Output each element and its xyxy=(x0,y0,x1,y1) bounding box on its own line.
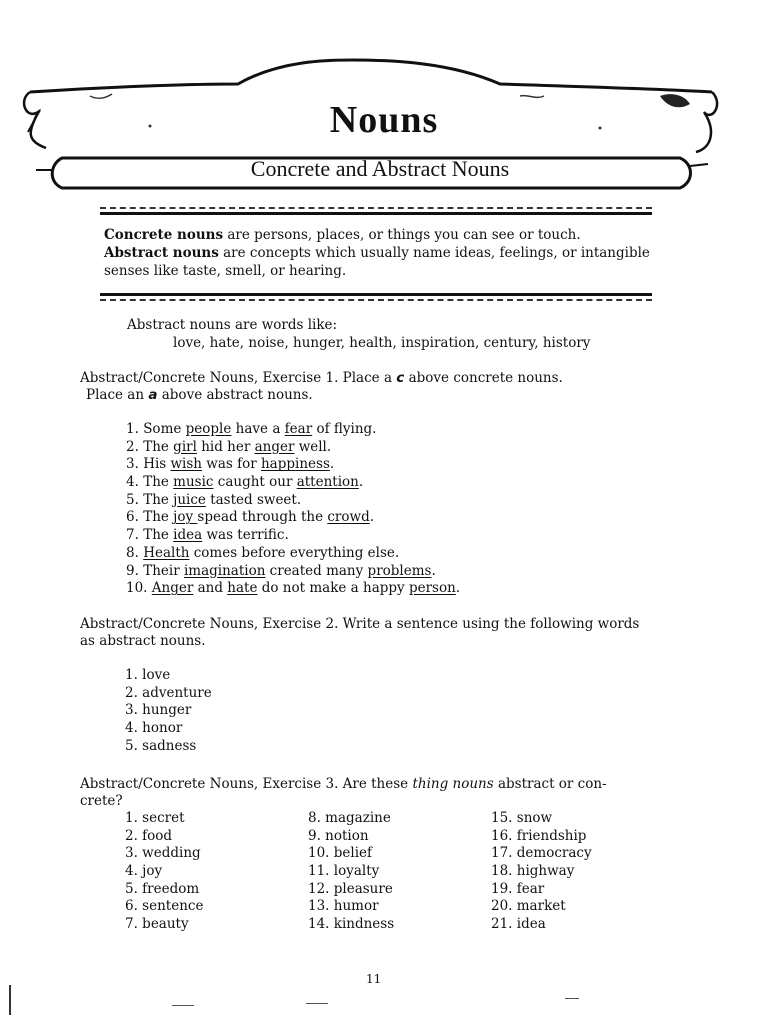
list-item: 4. joy xyxy=(125,863,163,880)
underlined-noun: attention xyxy=(296,474,359,491)
ex1-text-c: Place an xyxy=(86,387,149,403)
page-subtitle xyxy=(0,156,760,182)
sentence-text: . xyxy=(329,456,335,473)
list-item: 11. loyalty xyxy=(308,863,380,880)
list-item: 2. adventure xyxy=(125,684,212,701)
list-item: 16. friendship xyxy=(491,827,587,844)
underlined-noun: happiness xyxy=(260,456,330,473)
scan-mark xyxy=(9,985,11,1015)
list-item: 10. belief xyxy=(308,845,373,862)
item-number: 5. xyxy=(126,491,139,508)
scan-mark xyxy=(172,1005,194,1006)
sentence-text: . xyxy=(431,562,436,579)
list-item: 13. humor xyxy=(308,898,379,915)
sentence-text: The xyxy=(143,491,174,508)
scan-mark xyxy=(565,998,579,999)
divider-solid-bottom xyxy=(100,293,652,296)
list-item: 8. magazine xyxy=(308,810,391,826)
list-item: 15. snow xyxy=(491,810,553,826)
list-item xyxy=(126,439,460,457)
item-number: 7. xyxy=(126,527,139,544)
list-item: 14. kindness xyxy=(308,916,395,933)
page-title xyxy=(0,98,768,142)
ex3-thing-nouns: thing nouns xyxy=(412,776,494,792)
divider-solid-top xyxy=(100,212,652,215)
list-item: 21. idea xyxy=(491,916,546,933)
sentence-text: Some xyxy=(143,421,186,437)
scan-mark xyxy=(306,1003,328,1004)
ex1-text-d: above abstract nouns. xyxy=(157,387,313,403)
sentence-text: and xyxy=(193,580,228,597)
sentence-text: do not make a happy xyxy=(257,580,409,597)
sentence-text: was terrific. xyxy=(202,527,289,544)
sentence-text: His xyxy=(143,456,171,473)
exercise2-list xyxy=(125,667,212,755)
underlined-noun: idea xyxy=(173,527,203,544)
ex3-text-a: Abstract/Concrete Nouns, Exercise 3. Are these xyxy=(80,776,413,792)
list-item xyxy=(126,563,460,581)
item-number: 4. xyxy=(126,474,139,491)
sentence-text: . xyxy=(369,509,375,526)
list-item: 4. honor xyxy=(125,720,183,737)
list-item: 6. sentence xyxy=(125,898,204,915)
sentence-text: well. xyxy=(294,438,332,455)
exercise1-instructions-line2 xyxy=(86,386,313,404)
item-number: 2. xyxy=(126,438,139,455)
sentence-text: hid her xyxy=(196,438,255,455)
item-number: 3. xyxy=(126,456,139,473)
page-subtitle-text: Concrete and Abstract Nouns xyxy=(250,156,510,181)
underlined-noun: wish xyxy=(170,456,202,473)
list-item: 19. fear xyxy=(491,880,545,897)
ex1-text-a: Abstract/Concrete Nouns, Exercise 1. Place a xyxy=(80,370,397,386)
ex3-text-b: abstract or con- xyxy=(493,776,607,792)
list-item xyxy=(126,474,460,492)
concrete-text: are persons, places, or things you can see or touch. xyxy=(223,227,581,243)
sentence-text: caught our xyxy=(213,474,297,491)
item-number: 1. xyxy=(126,421,139,437)
underlined-noun: Anger xyxy=(151,580,194,597)
item-number: 9. xyxy=(126,562,139,579)
sentence-text: have a xyxy=(231,421,285,437)
item-number: 10. xyxy=(126,580,148,597)
underlined-noun: hate xyxy=(227,580,258,597)
underlined-noun: joy xyxy=(173,509,198,526)
underlined-noun: problems xyxy=(367,562,432,579)
sentence-text: spead through the xyxy=(197,509,328,526)
underlined-noun: fear xyxy=(284,421,313,437)
sentence-text: The xyxy=(143,509,174,526)
list-item: 3. wedding xyxy=(125,845,201,862)
list-item: 20. market xyxy=(491,898,566,915)
list-item: 2. food xyxy=(125,827,173,844)
list-item xyxy=(126,580,460,598)
ex1-text-b: above concrete nouns. xyxy=(404,370,563,386)
sentence-text: Their xyxy=(143,562,184,579)
item-number: 8. xyxy=(126,544,139,561)
list-item: 5. sadness xyxy=(125,737,197,754)
list-item: 5. freedom xyxy=(125,880,200,897)
list-item xyxy=(126,456,460,474)
list-item xyxy=(126,509,460,527)
list-item xyxy=(126,527,460,545)
sentence-text: created many xyxy=(265,562,368,579)
exercise3-column-3 xyxy=(491,810,592,934)
abstract-definition xyxy=(104,244,664,280)
concrete-definition xyxy=(104,226,664,244)
underlined-noun: Health xyxy=(143,544,190,561)
concrete-term: Concrete nouns xyxy=(104,227,224,243)
list-item xyxy=(126,545,460,563)
list-item: 9. notion xyxy=(308,827,369,844)
list-item: 1. secret xyxy=(125,810,185,826)
underlined-noun: crowd xyxy=(327,509,370,526)
sentence-text: tasted sweet. xyxy=(205,491,302,508)
list-item: 18. highway xyxy=(491,863,575,880)
ex1-letter-c: c xyxy=(396,370,405,386)
underlined-noun: people xyxy=(185,421,232,437)
exercise1-instructions-line1 xyxy=(80,369,563,387)
exercise1-list xyxy=(126,421,460,598)
list-item xyxy=(126,492,460,510)
sentence-text: comes before everything else. xyxy=(189,544,400,561)
exercise3-column-1 xyxy=(125,810,203,934)
exercise3-instructions-line2: crete? xyxy=(80,793,123,809)
abstract-term: Abstract nouns xyxy=(104,245,219,261)
list-item: 17. democracy xyxy=(491,845,592,862)
page-number: 11 xyxy=(366,972,382,986)
abstract-text: are concepts which usually name ideas, feelings, or intangible senses like taste, smell, or hearing. xyxy=(104,245,650,279)
list-item: 1. love xyxy=(125,667,171,683)
divider-dashed-bottom xyxy=(100,299,652,301)
sentence-text: of flying. xyxy=(312,421,377,437)
sentence-text: The xyxy=(143,438,174,455)
exercise2-instructions-line2: as abstract nouns. xyxy=(80,633,206,649)
examples-intro: Abstract nouns are words like: xyxy=(127,317,338,333)
sentence-text: . xyxy=(455,580,461,597)
list-item: 7. beauty xyxy=(125,916,189,933)
item-number: 6. xyxy=(126,509,139,526)
underlined-noun: juice xyxy=(173,491,206,508)
list-item xyxy=(126,421,460,439)
underlined-noun: girl xyxy=(173,438,197,455)
definitions xyxy=(104,226,664,280)
exercise3-column-2 xyxy=(308,810,394,934)
exercise2-instructions-line1: Abstract/Concrete Nouns, Exercise 2. Write a sentence using the following words xyxy=(80,616,640,632)
examples-words: love, hate, noise, hunger, health, inspiration, century, history xyxy=(173,335,591,351)
sentence-text: was for xyxy=(202,456,261,473)
list-item: 12. pleasure xyxy=(308,880,393,897)
page-title-text: Nouns xyxy=(329,99,439,141)
underlined-noun: person xyxy=(408,580,456,597)
underlined-noun: music xyxy=(173,474,214,491)
ex1-letter-a: a xyxy=(148,387,158,403)
underlined-noun: anger xyxy=(254,438,295,455)
list-item: 3. hunger xyxy=(125,702,192,719)
sentence-text: The xyxy=(143,474,174,491)
divider-dashed-top xyxy=(100,207,652,209)
sentence-text: The xyxy=(143,527,174,544)
sentence-text: . xyxy=(358,474,364,491)
exercise3-instructions-line1 xyxy=(80,775,607,793)
underlined-noun: imagination xyxy=(183,562,266,579)
